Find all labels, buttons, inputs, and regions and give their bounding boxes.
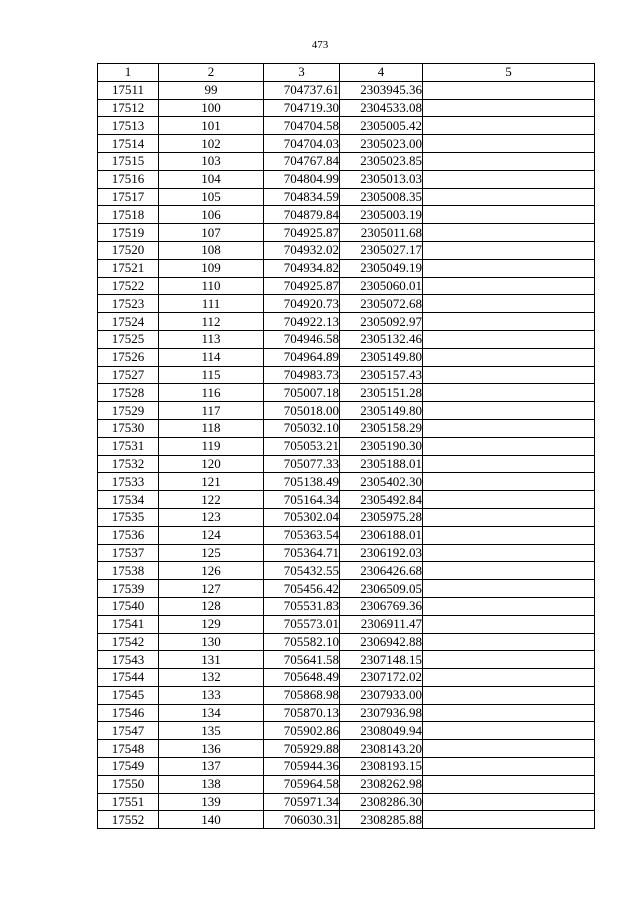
point-number-cell: 119 xyxy=(159,437,264,455)
point-number-cell: 113 xyxy=(159,330,264,348)
point-id-cell: 17527 xyxy=(98,366,159,384)
column-header-2: 2 xyxy=(159,64,264,82)
point-id-cell: 17538 xyxy=(98,562,159,580)
coordinate-y-cell: 2305188.01 xyxy=(340,455,423,473)
note-cell xyxy=(423,526,595,544)
coordinate-x-cell: 705302.04 xyxy=(264,508,340,526)
point-number-cell: 112 xyxy=(159,313,264,331)
point-number-cell: 101 xyxy=(159,117,264,135)
table-row xyxy=(98,722,595,740)
point-number-cell: 135 xyxy=(159,722,264,740)
table-row xyxy=(98,384,595,402)
point-id-cell: 17518 xyxy=(98,206,159,224)
coordinate-x-cell: 705364.71 xyxy=(264,544,340,562)
table-row xyxy=(98,811,595,829)
note-cell xyxy=(423,277,595,295)
coordinate-y-cell: 2305060.01 xyxy=(340,277,423,295)
coordinate-x-cell: 705648.49 xyxy=(264,669,340,687)
point-id-cell: 17539 xyxy=(98,580,159,598)
point-id-cell: 17544 xyxy=(98,669,159,687)
point-id-cell: 17542 xyxy=(98,633,159,651)
coordinate-x-cell: 705870.13 xyxy=(264,704,340,722)
point-number-cell: 114 xyxy=(159,348,264,366)
note-cell xyxy=(423,473,595,491)
column-header-4: 4 xyxy=(340,64,423,82)
point-number-cell: 106 xyxy=(159,206,264,224)
note-cell xyxy=(423,651,595,669)
point-id-cell: 17521 xyxy=(98,259,159,277)
coordinate-y-cell: 2306769.36 xyxy=(340,597,423,615)
coordinate-y-cell: 2307936.98 xyxy=(340,704,423,722)
note-cell xyxy=(423,740,595,758)
point-number-cell: 134 xyxy=(159,704,264,722)
note-cell xyxy=(423,562,595,580)
coordinate-y-cell: 2306509.05 xyxy=(340,580,423,598)
note-cell xyxy=(423,170,595,188)
point-id-cell: 17550 xyxy=(98,775,159,793)
coordinate-y-cell: 2305092.97 xyxy=(340,313,423,331)
point-number-cell: 109 xyxy=(159,259,264,277)
table-row xyxy=(98,704,595,722)
coordinate-y-cell: 2305132.46 xyxy=(340,330,423,348)
table-row xyxy=(98,526,595,544)
note-cell xyxy=(423,775,595,793)
point-id-cell: 17520 xyxy=(98,241,159,259)
coordinate-y-cell: 2304533.08 xyxy=(340,99,423,117)
note-cell xyxy=(423,384,595,402)
note-cell xyxy=(423,669,595,687)
point-id-cell: 17531 xyxy=(98,437,159,455)
point-number-cell: 139 xyxy=(159,793,264,811)
coordinate-y-cell: 2305190.30 xyxy=(340,437,423,455)
table-row xyxy=(98,188,595,206)
note-cell xyxy=(423,241,595,259)
note-cell xyxy=(423,597,595,615)
note-cell xyxy=(423,491,595,509)
point-id-cell: 17514 xyxy=(98,135,159,153)
point-number-cell: 123 xyxy=(159,508,264,526)
point-number-cell: 132 xyxy=(159,669,264,687)
note-cell xyxy=(423,224,595,242)
table-body xyxy=(98,81,595,828)
table-row xyxy=(98,152,595,170)
coordinate-x-cell: 704964.89 xyxy=(264,348,340,366)
point-id-cell: 17532 xyxy=(98,455,159,473)
point-number-cell: 125 xyxy=(159,544,264,562)
coordinate-x-cell: 705641.58 xyxy=(264,651,340,669)
coordinate-y-cell: 2305158.29 xyxy=(340,419,423,437)
point-id-cell: 17528 xyxy=(98,384,159,402)
note-cell xyxy=(423,508,595,526)
table-row xyxy=(98,491,595,509)
column-header-1: 1 xyxy=(98,64,159,82)
point-id-cell: 17511 xyxy=(98,81,159,99)
table-row xyxy=(98,633,595,651)
table-row xyxy=(98,615,595,633)
table-row xyxy=(98,170,595,188)
point-number-cell: 137 xyxy=(159,758,264,776)
note-cell xyxy=(423,402,595,420)
note-cell xyxy=(423,419,595,437)
note-cell xyxy=(423,722,595,740)
point-id-cell: 17546 xyxy=(98,704,159,722)
coordinate-x-cell: 705868.98 xyxy=(264,686,340,704)
table-row xyxy=(98,437,595,455)
coordinate-x-cell: 704932.02 xyxy=(264,241,340,259)
coordinate-x-cell: 705456.42 xyxy=(264,580,340,598)
coordinate-x-cell: 706030.31 xyxy=(264,811,340,829)
table-row xyxy=(98,295,595,313)
coordinate-x-cell: 705007.18 xyxy=(264,384,340,402)
point-id-cell: 17549 xyxy=(98,758,159,776)
table-row xyxy=(98,419,595,437)
point-id-cell: 17552 xyxy=(98,811,159,829)
table-row xyxy=(98,277,595,295)
point-number-cell: 111 xyxy=(159,295,264,313)
note-cell xyxy=(423,686,595,704)
note-cell xyxy=(423,81,595,99)
note-cell xyxy=(423,544,595,562)
note-cell xyxy=(423,135,595,153)
coordinate-x-cell: 704704.58 xyxy=(264,117,340,135)
point-id-cell: 17513 xyxy=(98,117,159,135)
coordinate-y-cell: 2307933.00 xyxy=(340,686,423,704)
coordinate-x-cell: 705032.10 xyxy=(264,419,340,437)
note-cell xyxy=(423,366,595,384)
coordinate-y-cell: 2305149.80 xyxy=(340,348,423,366)
point-number-cell: 127 xyxy=(159,580,264,598)
note-cell xyxy=(423,259,595,277)
coordinate-x-cell: 705164.34 xyxy=(264,491,340,509)
coordinate-y-cell: 2305023.00 xyxy=(340,135,423,153)
coordinate-y-cell: 2305005.42 xyxy=(340,117,423,135)
coordinate-y-cell: 2305157.43 xyxy=(340,366,423,384)
coordinate-x-cell: 704834.59 xyxy=(264,188,340,206)
coordinate-x-cell: 705929.88 xyxy=(264,740,340,758)
point-id-cell: 17535 xyxy=(98,508,159,526)
point-number-cell: 136 xyxy=(159,740,264,758)
point-number-cell: 140 xyxy=(159,811,264,829)
note-cell xyxy=(423,811,595,829)
point-id-cell: 17519 xyxy=(98,224,159,242)
table-row xyxy=(98,330,595,348)
point-number-cell: 138 xyxy=(159,775,264,793)
point-number-cell: 99 xyxy=(159,81,264,99)
coordinate-x-cell: 704925.87 xyxy=(264,277,340,295)
note-cell xyxy=(423,580,595,598)
coordinate-x-cell: 705531.83 xyxy=(264,597,340,615)
table-row xyxy=(98,793,595,811)
coordinate-y-cell: 2308193.15 xyxy=(340,758,423,776)
note-cell xyxy=(423,615,595,633)
point-number-cell: 117 xyxy=(159,402,264,420)
point-id-cell: 17551 xyxy=(98,793,159,811)
coordinate-y-cell: 2305008.35 xyxy=(340,188,423,206)
point-number-cell: 104 xyxy=(159,170,264,188)
note-cell xyxy=(423,793,595,811)
point-number-cell: 122 xyxy=(159,491,264,509)
point-id-cell: 17522 xyxy=(98,277,159,295)
point-number-cell: 133 xyxy=(159,686,264,704)
coordinate-x-cell: 704767.84 xyxy=(264,152,340,170)
coordinate-y-cell: 2305975.28 xyxy=(340,508,423,526)
point-id-cell: 17529 xyxy=(98,402,159,420)
coordinate-x-cell: 705971.34 xyxy=(264,793,340,811)
coordinates-table xyxy=(97,63,595,829)
table-row xyxy=(98,206,595,224)
coordinate-x-cell: 704934.82 xyxy=(264,259,340,277)
table-row xyxy=(98,135,595,153)
table-row xyxy=(98,366,595,384)
point-id-cell: 17515 xyxy=(98,152,159,170)
coordinate-x-cell: 704879.84 xyxy=(264,206,340,224)
coordinate-x-cell: 704704.03 xyxy=(264,135,340,153)
coordinate-x-cell: 705964.58 xyxy=(264,775,340,793)
point-id-cell: 17517 xyxy=(98,188,159,206)
point-id-cell: 17537 xyxy=(98,544,159,562)
point-id-cell: 17547 xyxy=(98,722,159,740)
table-row xyxy=(98,651,595,669)
table-row xyxy=(98,580,595,598)
table-header xyxy=(98,64,595,82)
point-number-cell: 129 xyxy=(159,615,264,633)
point-id-cell: 17536 xyxy=(98,526,159,544)
table-row xyxy=(98,81,595,99)
point-id-cell: 17540 xyxy=(98,597,159,615)
point-id-cell: 17530 xyxy=(98,419,159,437)
note-cell xyxy=(423,348,595,366)
note-cell xyxy=(423,437,595,455)
point-id-cell: 17512 xyxy=(98,99,159,117)
note-cell xyxy=(423,633,595,651)
table-row xyxy=(98,775,595,793)
coordinate-x-cell: 705138.49 xyxy=(264,473,340,491)
table-row xyxy=(98,402,595,420)
coordinate-y-cell: 2305492.84 xyxy=(340,491,423,509)
coordinate-y-cell: 2306942.88 xyxy=(340,633,423,651)
coordinate-x-cell: 705077.33 xyxy=(264,455,340,473)
point-id-cell: 17548 xyxy=(98,740,159,758)
coordinate-x-cell: 705018.00 xyxy=(264,402,340,420)
coordinate-y-cell: 2308286.30 xyxy=(340,793,423,811)
coordinate-x-cell: 704920.73 xyxy=(264,295,340,313)
table-row xyxy=(98,117,595,135)
point-number-cell: 105 xyxy=(159,188,264,206)
coordinate-y-cell: 2305402.30 xyxy=(340,473,423,491)
table-row xyxy=(98,473,595,491)
note-cell xyxy=(423,188,595,206)
coordinate-x-cell: 705053.21 xyxy=(264,437,340,455)
coordinate-x-cell: 705363.54 xyxy=(264,526,340,544)
coordinate-y-cell: 2305027.17 xyxy=(340,241,423,259)
point-id-cell: 17524 xyxy=(98,313,159,331)
table-row xyxy=(98,740,595,758)
table-row xyxy=(98,758,595,776)
coordinate-x-cell: 705432.55 xyxy=(264,562,340,580)
coordinate-y-cell: 2308143.20 xyxy=(340,740,423,758)
point-number-cell: 128 xyxy=(159,597,264,615)
point-id-cell: 17516 xyxy=(98,170,159,188)
point-number-cell: 126 xyxy=(159,562,264,580)
note-cell xyxy=(423,99,595,117)
point-number-cell: 102 xyxy=(159,135,264,153)
point-number-cell: 116 xyxy=(159,384,264,402)
coordinate-y-cell: 2306911.47 xyxy=(340,615,423,633)
table-row xyxy=(98,241,595,259)
coordinate-y-cell: 2306192.03 xyxy=(340,544,423,562)
note-cell xyxy=(423,313,595,331)
point-number-cell: 108 xyxy=(159,241,264,259)
table-row xyxy=(98,508,595,526)
coordinate-y-cell: 2308262.98 xyxy=(340,775,423,793)
coordinate-y-cell: 2305011.68 xyxy=(340,224,423,242)
note-cell xyxy=(423,704,595,722)
table-row xyxy=(98,348,595,366)
coordinate-y-cell: 2308049.94 xyxy=(340,722,423,740)
point-id-cell: 17526 xyxy=(98,348,159,366)
point-number-cell: 115 xyxy=(159,366,264,384)
point-number-cell: 103 xyxy=(159,152,264,170)
coordinate-x-cell: 705902.86 xyxy=(264,722,340,740)
column-header-5: 5 xyxy=(423,64,595,82)
coordinate-x-cell: 704946.58 xyxy=(264,330,340,348)
point-number-cell: 118 xyxy=(159,419,264,437)
page-number: 473 xyxy=(311,39,329,51)
table-row xyxy=(98,313,595,331)
note-cell xyxy=(423,330,595,348)
coordinate-x-cell: 704983.73 xyxy=(264,366,340,384)
point-id-cell: 17541 xyxy=(98,615,159,633)
coordinate-y-cell: 2307148.15 xyxy=(340,651,423,669)
coordinate-y-cell: 2306188.01 xyxy=(340,526,423,544)
table-row xyxy=(98,669,595,687)
coordinate-y-cell: 2303945.36 xyxy=(340,81,423,99)
table-row xyxy=(98,259,595,277)
coordinate-x-cell: 704922.13 xyxy=(264,313,340,331)
coordinate-y-cell: 2308285.88 xyxy=(340,811,423,829)
table-row xyxy=(98,686,595,704)
note-cell xyxy=(423,455,595,473)
coordinate-y-cell: 2305149.80 xyxy=(340,402,423,420)
coordinate-x-cell: 704719.30 xyxy=(264,99,340,117)
coordinate-x-cell: 704737.61 xyxy=(264,81,340,99)
column-header-3: 3 xyxy=(264,64,340,82)
table-row xyxy=(98,562,595,580)
point-id-cell: 17525 xyxy=(98,330,159,348)
point-number-cell: 120 xyxy=(159,455,264,473)
point-number-cell: 100 xyxy=(159,99,264,117)
point-number-cell: 107 xyxy=(159,224,264,242)
header-row xyxy=(98,64,595,82)
note-cell xyxy=(423,117,595,135)
coordinate-x-cell: 705582.10 xyxy=(264,633,340,651)
point-id-cell: 17534 xyxy=(98,491,159,509)
coordinate-y-cell: 2305049.19 xyxy=(340,259,423,277)
point-number-cell: 121 xyxy=(159,473,264,491)
table-row xyxy=(98,99,595,117)
coordinate-y-cell: 2305003.19 xyxy=(340,206,423,224)
coordinate-y-cell: 2305151.28 xyxy=(340,384,423,402)
point-id-cell: 17523 xyxy=(98,295,159,313)
note-cell xyxy=(423,152,595,170)
point-id-cell: 17545 xyxy=(98,686,159,704)
coordinate-y-cell: 2305023.85 xyxy=(340,152,423,170)
coordinate-x-cell: 704925.87 xyxy=(264,224,340,242)
point-id-cell: 17533 xyxy=(98,473,159,491)
point-number-cell: 131 xyxy=(159,651,264,669)
table-row xyxy=(98,597,595,615)
coordinate-x-cell: 705944.36 xyxy=(264,758,340,776)
point-id-cell: 17543 xyxy=(98,651,159,669)
table-row xyxy=(98,544,595,562)
coordinate-x-cell: 705573.01 xyxy=(264,615,340,633)
note-cell xyxy=(423,206,595,224)
table-row xyxy=(98,455,595,473)
coordinate-y-cell: 2305013.03 xyxy=(340,170,423,188)
note-cell xyxy=(423,295,595,313)
table-row xyxy=(98,224,595,242)
point-number-cell: 110 xyxy=(159,277,264,295)
coordinate-y-cell: 2307172.02 xyxy=(340,669,423,687)
point-number-cell: 130 xyxy=(159,633,264,651)
coordinate-x-cell: 704804.99 xyxy=(264,170,340,188)
coordinate-y-cell: 2306426.68 xyxy=(340,562,423,580)
point-number-cell: 124 xyxy=(159,526,264,544)
note-cell xyxy=(423,758,595,776)
coordinate-y-cell: 2305072.68 xyxy=(340,295,423,313)
